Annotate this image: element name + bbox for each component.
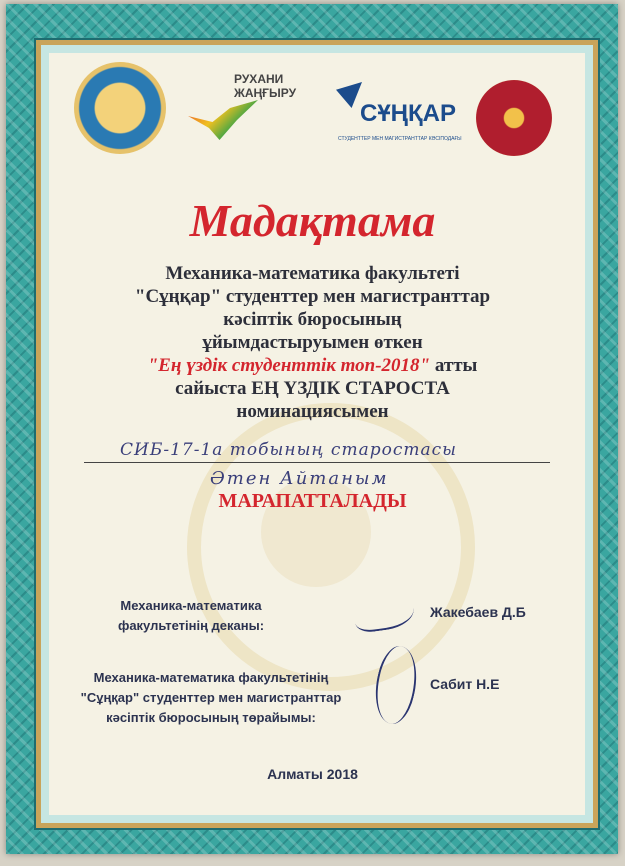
body-line-1: Механика-математика факультеті xyxy=(165,263,460,284)
fill-line xyxy=(84,462,550,463)
falcon-icon xyxy=(336,82,362,108)
certificate-title: Мадақтама xyxy=(189,195,436,246)
chair-name: Сабит Н.Е xyxy=(430,676,500,692)
almaty-emblem-logo xyxy=(74,62,166,154)
chair-title-line-3: кәсіптік бюросының төрайымы: xyxy=(106,710,316,725)
chair-title xyxy=(66,668,356,728)
place-year: Алматы 2018 xyxy=(267,766,358,782)
handwritten-recipient-name: Әтен Айтаным xyxy=(210,468,389,489)
body-line-3: кәсіптік бюросының xyxy=(223,309,402,330)
rukhani-line1: РУХАНИ xyxy=(234,72,284,86)
chair-title-line-1: Механика-математика факультетінің xyxy=(93,670,329,685)
body-line-5 xyxy=(0,354,625,377)
body-line-4: ұйымдастыруымен өткен xyxy=(202,332,423,353)
awarded-text: МАРАПАТТАЛАДЫ xyxy=(218,490,407,512)
body-line-7: номинациясымен xyxy=(236,401,389,422)
bird-icon xyxy=(188,100,258,140)
sunkar-name: СҰҢҚАР xyxy=(360,100,456,127)
sunkar-logo xyxy=(330,78,460,148)
rukhani-zhangyru-logo xyxy=(184,72,314,152)
certificate-body xyxy=(0,262,625,423)
contest-suffix: атты xyxy=(434,355,478,376)
dean-title xyxy=(96,596,286,636)
chair-title-line-2: "Сұңқар" студенттер мен магистранттар xyxy=(80,690,342,705)
sunkar-subtitle: СТУДЕНТТЕР МЕН МАГИСТРАНТТАР КӘСІПОДАҒЫ xyxy=(338,136,462,142)
handwritten-group: СИБ-17-1а тобының старостасы xyxy=(120,440,457,460)
dean-title-line-2: факультетінің деканы: xyxy=(117,618,265,633)
body-line-6: сайыста ЕҢ ҮЗДІК СТАРОСТА xyxy=(175,378,450,399)
body-line-2: "Сұңқар" студенттер мен магистранттар xyxy=(134,286,491,307)
contest-name: "Ең үздік студенттік топ-2018" xyxy=(147,355,431,376)
dean-title-line-1: Механика-математика xyxy=(120,598,262,613)
university-seal-logo xyxy=(476,80,552,156)
dean-name: Жакебаев Д.Б xyxy=(430,604,526,620)
rukhani-line2: ЖАҢҒЫРУ xyxy=(234,86,297,100)
